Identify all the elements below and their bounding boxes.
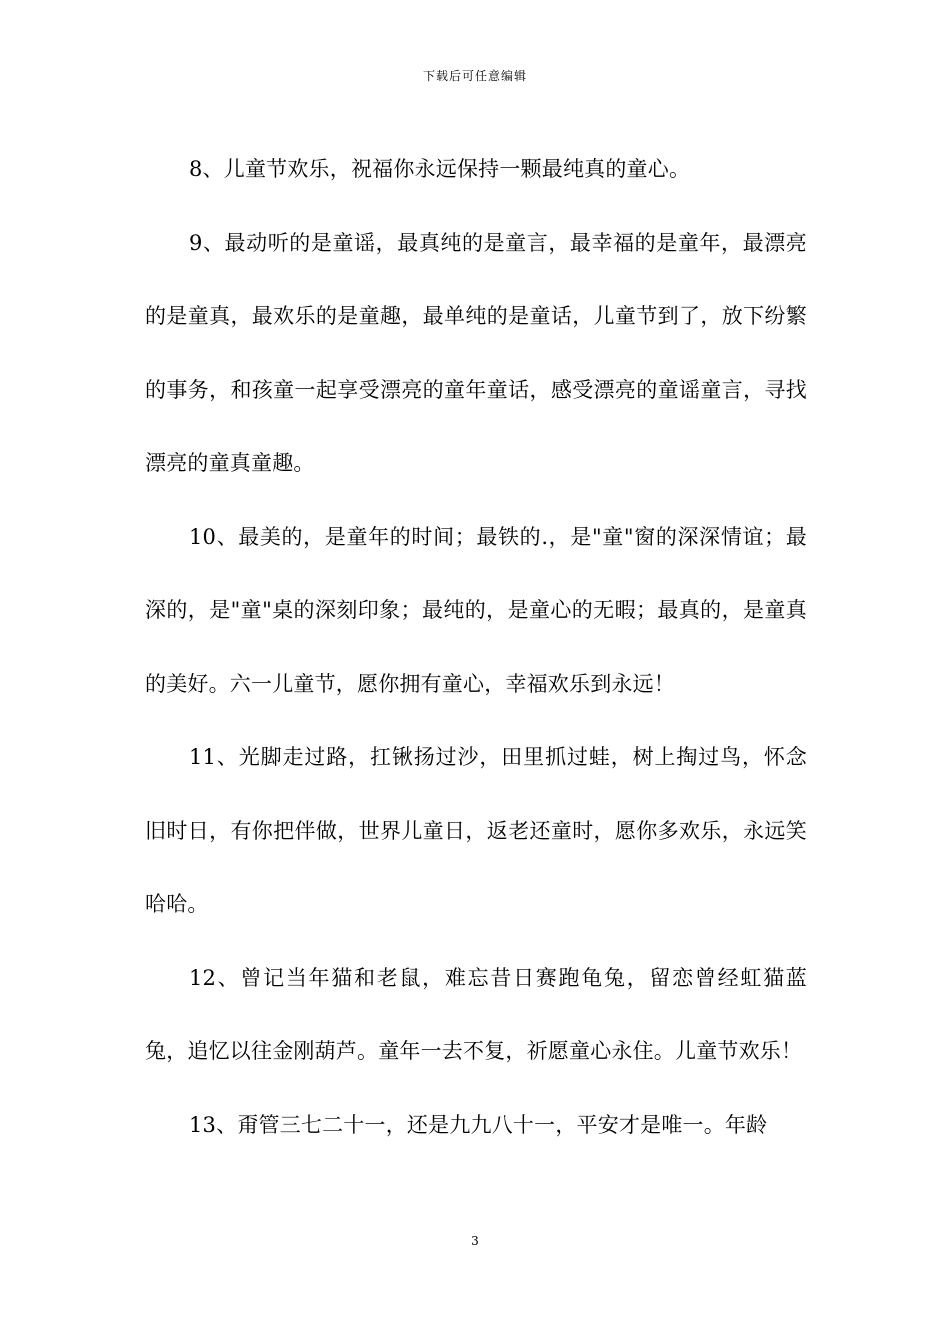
document-body xyxy=(145,133,807,1162)
paragraph-10: 10、最美的，是童年的时间；最铁的.，是"童"窗的深深情谊；最深的，是"童"桌的深刻印象；最纯的，是童心的无暇；最真的，是童真的美好。六一儿童节，愿你拥有童心，幸福欢乐到永远！ xyxy=(145,524,807,696)
page-number: 3 xyxy=(471,1234,479,1248)
paragraph-13: 13、甭管三七二十一，还是九九八十一，平安才是唯一。年龄 xyxy=(189,1112,768,1137)
paragraph-9: 9、最动听的是童谣，最真纯的是童言，最幸福的是童年，最漂亮的是童真，最欢乐的是童趣，最单纯的是童话，儿童节到了，放下纷繁的事务，和孩童一起享受漂亮的童年童话，感受漂亮的童谣童言，寻找漂亮的童真童趣。 xyxy=(145,230,807,475)
page-header-note: 下载后可任意编辑 xyxy=(422,69,527,83)
paragraph-11: 11、光脚走过路，扛锹扬过沙，田里抓过蛙，树上掏过鸟，怀念旧时日，有你把伴做，世界儿童日，返老还童时，愿你多欢乐，永远笑哈哈。 xyxy=(145,745,807,916)
paragraph-12: 12、曾记当年猫和老鼠，难忘昔日赛跑龟兔，留恋曾经虹猫蓝兔，追忆以往金刚葫芦。童年一去不复，祈愿童心永住。儿童节欢乐！ xyxy=(145,965,807,1063)
paragraph-8: 8、儿童节欢乐，祝福你永远保持一颗最纯真的童心。 xyxy=(189,157,691,181)
